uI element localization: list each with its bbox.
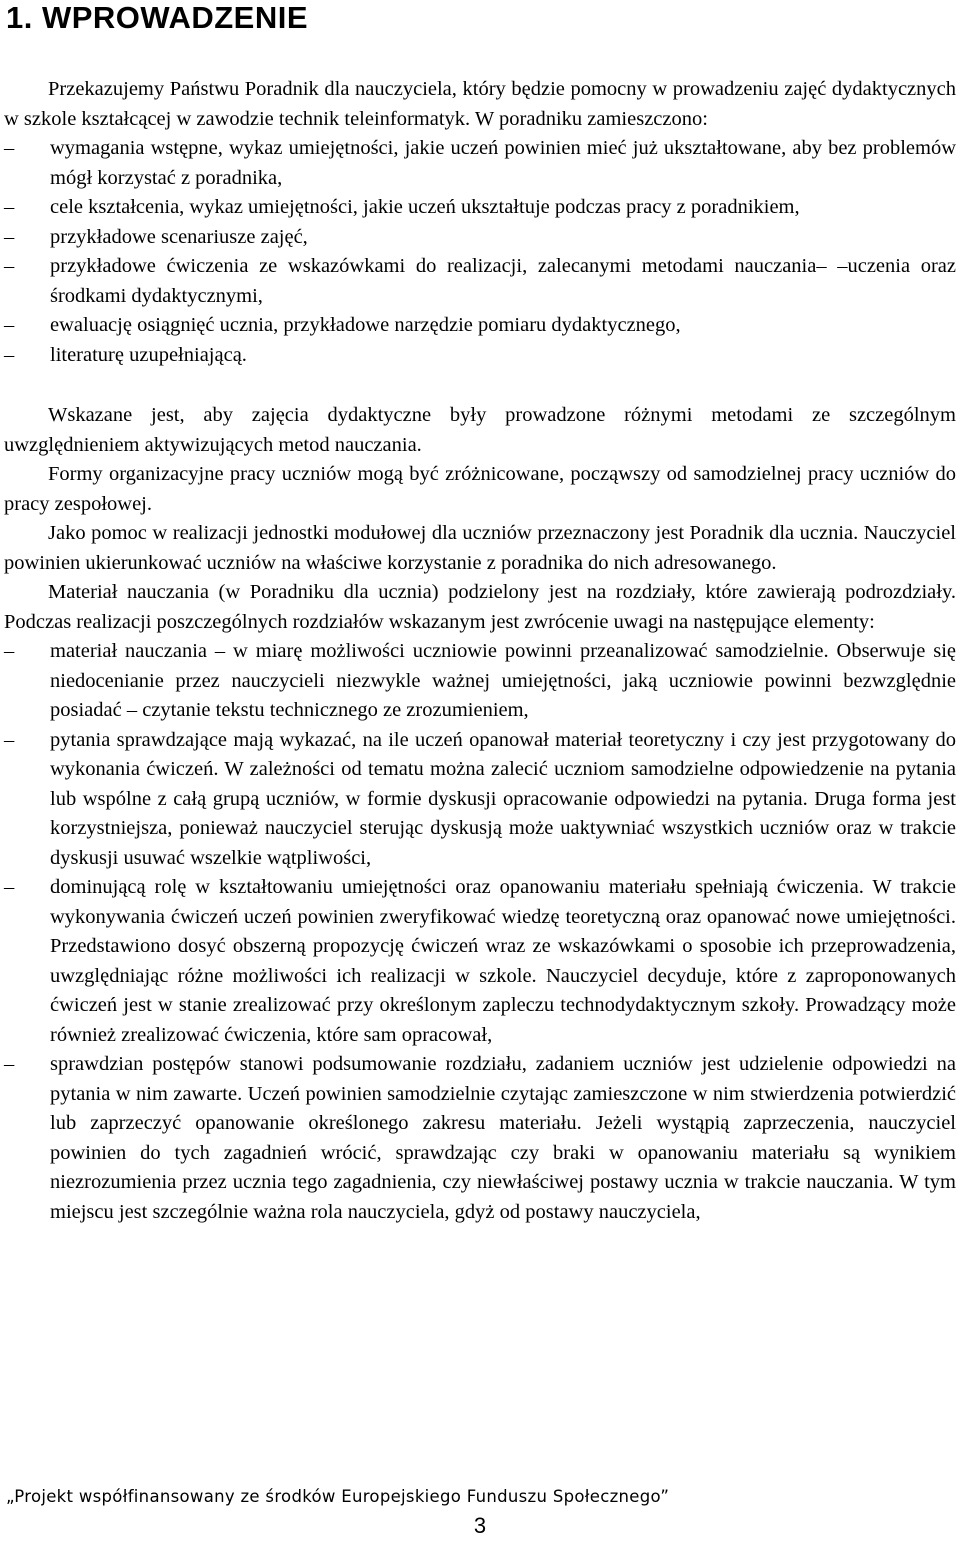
paragraph-spacer: [4, 370, 956, 401]
list-item: [4, 726, 956, 874]
dash-bullet: –: [4, 876, 15, 898]
dash-bullet: –: [4, 343, 15, 366]
list-item-text: pytania sprawdzające mają wykazać, na ile uczeń opanował materiał teoretyczny i czy jest przygotowany do wykonania ćwiczeń. W zależności od tematu można zalecić uczniom samodzielne odpowiedzenie na pytania lub wspólne z całą grupą uczniów, w formie dyskusji opracowanie odpowiedzi na pytania. Druga forma jest korzystniejsza, ponieważ nauczyciel sterując dyskusją może uaktywniać wszystkich uczniów oraz w trakcie dyskusji usuwać wszelkie wątpliwości,: [50, 728, 956, 869]
section-heading: 1. WPROWADZENIE: [6, 0, 309, 35]
dash-bullet: –: [4, 728, 15, 751]
document-body: [4, 75, 956, 1227]
dash-bullet: –: [4, 196, 15, 218]
list-item: [4, 311, 956, 341]
elements-list: [4, 637, 956, 1227]
dash-bullet: –: [4, 640, 15, 662]
dash-bullet: –: [4, 255, 15, 277]
intro-paragraph: Przekazujemy Państwu Poradnik dla nauczyciela, który będzie pomocny w prowadzeniu zajęć dydaktycznych w szkole kształcącej w zawodzie technik teleinformatyk. W poradniku zamieszczono:: [4, 78, 956, 130]
body-paragraph: Formy organizacyjne pracy uczniów mogą być zróżnicowane, począwszy od samodzielnej pracy uczniów do pracy zespołowej.: [4, 463, 956, 515]
list-item-text: dominującą rolę w kształtowaniu umiejętności oraz opanowaniu materiału spełniają ćwiczenia. W trakcie wykonywania ćwiczeń uczeń powinien zweryfikować wiedzę teoretyczną oraz opanować nowe umiejętności. Przedstawiono dosyć obszerną propozycję ćwiczeń wraz ze wskazówkami o sposobie ich przeprowadzenia, uwzględniając różne możliwości ich realizacji w szkole. Nauczyciel decyduje, które z zaproponowanych ćwiczeń jest w stanie zrealizować przy określonym zapleczu technodydaktycznym szkoły. Prowadzący może również zrealizować ćwiczenia, które sam opracował,: [50, 876, 956, 1046]
list-item: [4, 223, 956, 253]
list-item-text: sprawdzian postępów stanowi podsumowanie rozdziału, zadaniem uczniów jest udzielenie odpowiedzi na pytania w nim zawarte. Uczeń powinien samodzielnie czytając zamieszczone w nim stwierdzenia potwierdzić lub zaprzeczyć opanowanie określonego zakresu materiału. Jeżeli wystąpią zaprzeczenia, nauczyciel powinien do tych zagadnień wrócić, sprawdzając czy braki w opanowaniu materiału są wynikiem niezrozumienia przez ucznia tego zagadnienia, czy niewłaściwej postawy ucznia w trakcie nauczania. W tym miejscu jest szczególnie ważna rola nauczyciela, gdyż od postawy nauczyciela,: [50, 1053, 956, 1223]
list-item: [4, 637, 956, 726]
list-item-text: cele kształcenia, wykaz umiejętności, jakie uczeń ukształtuje podczas pracy z poradnikiem,: [50, 196, 800, 218]
list-item: [4, 341, 956, 371]
list-item-text: przykładowe ćwiczenia ze wskazówkami do realizacji, zalecanymi metodami nauczania– –uczenia oraz środkami dydaktycznymi,: [50, 255, 956, 307]
page-footer: „Projekt współfinansowany ze środków Europejskiego Funduszu Społecznego”: [6, 1487, 670, 1506]
list-item: [4, 134, 956, 193]
list-item-text: przykładowe scenariusze zajęć,: [50, 225, 308, 248]
dash-bullet: –: [4, 314, 15, 336]
list-item-text: ewaluację osiągnięć ucznia, przykładowe narzędzie pomiaru dydaktycznego,: [50, 314, 681, 336]
list-item: [4, 1050, 956, 1227]
list-item-text: materiał nauczania – w miarę możliwości uczniowie powinni przeanalizować samodzielnie. Obserwuje się niedocenianie przez nauczycieli niezwykle ważnej umiejętności, jaką uczniowie powinni bezwzględnie posiadać – czytanie tekstu technicznego ze zrozumieniem,: [50, 640, 956, 721]
page-number: 3: [473, 1513, 487, 1538]
dash-bullet: –: [4, 1053, 15, 1075]
dash-bullet: –: [4, 137, 15, 159]
body-paragraph: Materiał nauczania (w Poradniku dla ucznia) podzielony jest na rozdziały, które zawierają podrozdziały. Podczas realizacji poszczególnych rozdziałów wskazanym jest zwrócenie uwagi na następujące elementy:: [4, 581, 956, 633]
body-paragraph: Jako pomoc w realizacji jednostki modułowej dla uczniów przeznaczony jest Poradnik dla ucznia. Nauczyciel powinien ukierunkować uczniów na właściwe korzystanie z poradnika do nich adresowanego.: [4, 522, 956, 574]
list-item: [4, 252, 956, 311]
dash-bullet: –: [4, 225, 15, 248]
list-item-text: wymagania wstępne, wykaz umiejętności, jakie uczeń powinien mieć już ukształtowane, aby bez problemów mógł korzystać z poradnika,: [50, 137, 956, 189]
contents-list: [4, 134, 956, 370]
body-paragraph: Wskazane jest, aby zajęcia dydaktyczne były prowadzone różnymi metodami ze szczególnym uwzględnieniem aktywizujących metod nauczania.: [4, 404, 956, 456]
list-item: [4, 193, 956, 223]
list-item: [4, 873, 956, 1050]
list-item-text: literaturę uzupełniającą.: [50, 343, 247, 366]
